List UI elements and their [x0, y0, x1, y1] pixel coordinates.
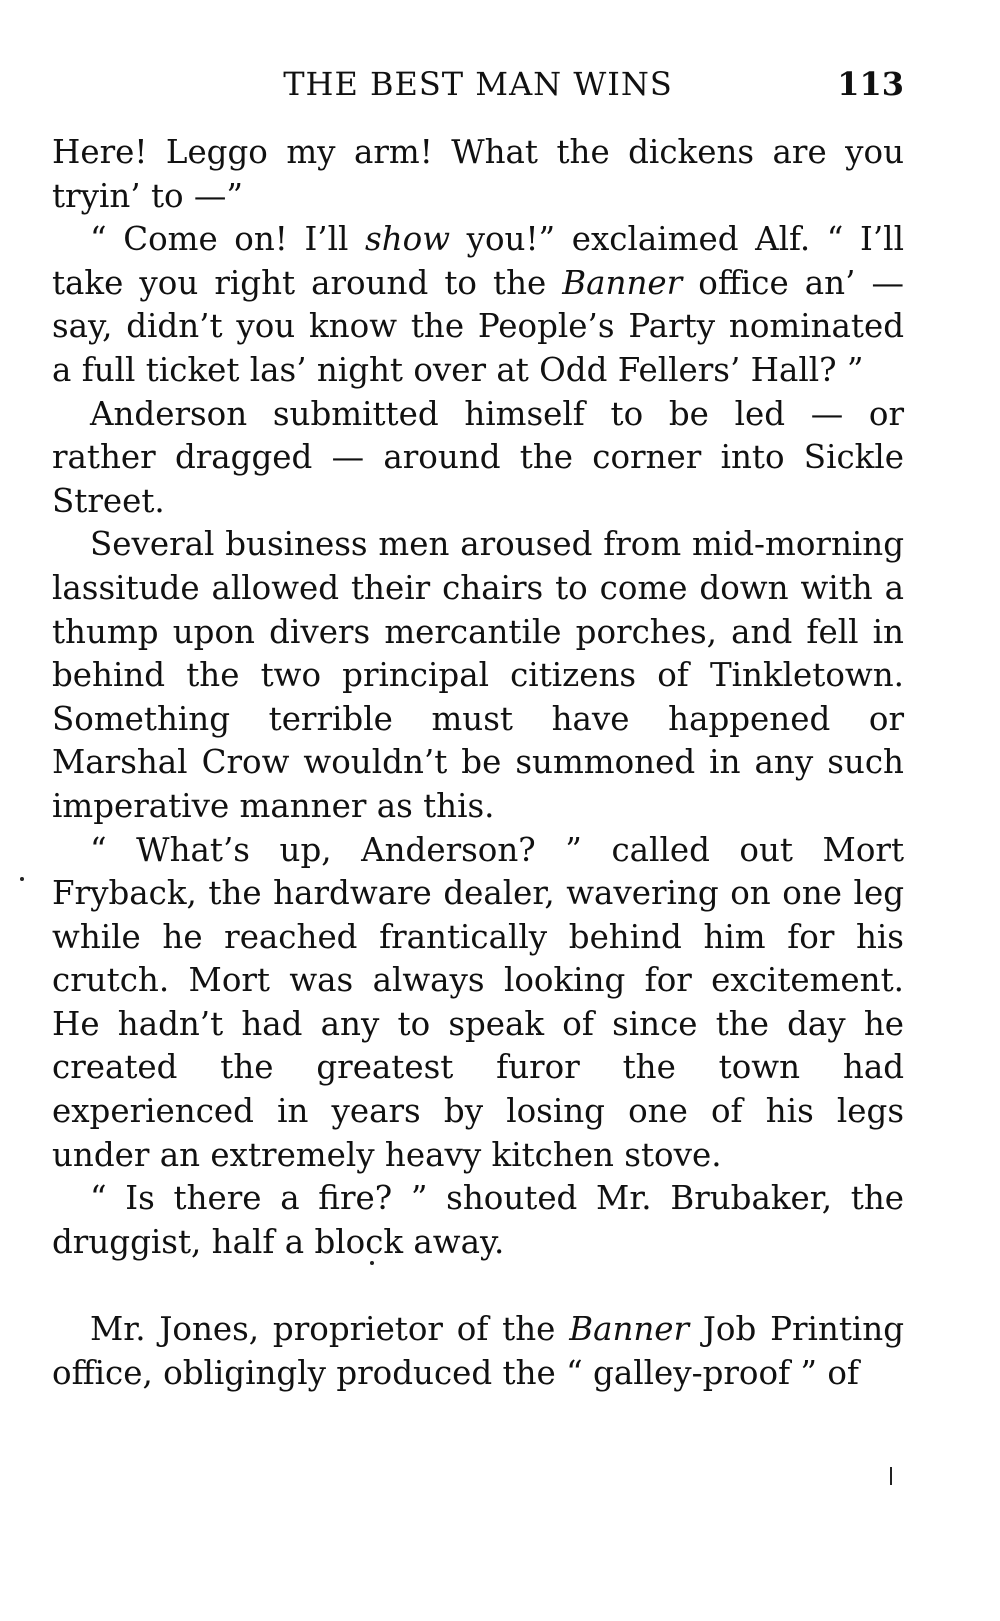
paragraph-1: Here! Leggo my arm! What the dickens are you tryin’ to —”	[52, 133, 904, 215]
emphasis-banner-2: Banner	[569, 1310, 690, 1349]
paragraph-5: “ What’s up, Anderson? ” called out Mort Fryback, the hardware dealer, wavering on one leg while he reached frantically behind him for his crutch. Mort was always looking for excitement. He hadn’t had any to speak of since the day he created the greatest furor the town had experienced in years by losing one of his legs under an extremely heavy kitchen stove.	[52, 830, 904, 1174]
emphasis-show: show	[365, 220, 451, 259]
body-text	[52, 131, 904, 1396]
paragraph-7	[52, 1308, 904, 1395]
paragraph-2-text-c: office an’ — say, didn’t you know the People’s Party nominated a full ticket las’ night over at Odd Fellers’ Hall? ”	[52, 263, 904, 389]
paragraph-7-text-a: Mr. Jones, proprietor of the	[90, 1310, 570, 1349]
ink-mark	[890, 1467, 892, 1485]
paragraph-7-text-b: Job Printing office, obligingly produced the “ galley-proof ” of	[52, 1310, 905, 1393]
paragraph-2-text-a: “ Come on! I’ll	[90, 220, 366, 259]
running-title: THE BEST MAN WINS	[283, 65, 673, 103]
section-break	[52, 1264, 904, 1308]
ink-speck	[370, 1261, 374, 1265]
page-number: 113	[837, 65, 904, 103]
paragraph-2	[52, 218, 904, 392]
running-header	[52, 62, 904, 106]
paragraph-4: Several business men aroused from mid-morning lassitude allowed their chairs to come down with a thump upon divers mercantile porches, and fell in behind the two principal citizens of Tinkletown. Something terrible must have happened or Marshal Crow wouldn’t be summoned in any such imperative manner as this.	[52, 525, 904, 825]
paragraph-2-text-b: you!” exclaimed Alf. “ I’ll take you right around to the	[52, 220, 904, 302]
ink-speck	[20, 877, 24, 881]
paragraph-3: Anderson submitted himself to be led — or rather dragged — around the corner into Sickle Street.	[52, 394, 904, 520]
paragraph-6: “ Is there a fire? ” shouted Mr. Brubaker, the druggist, half a block away.	[52, 1179, 904, 1261]
emphasis-banner: Banner	[562, 263, 683, 302]
